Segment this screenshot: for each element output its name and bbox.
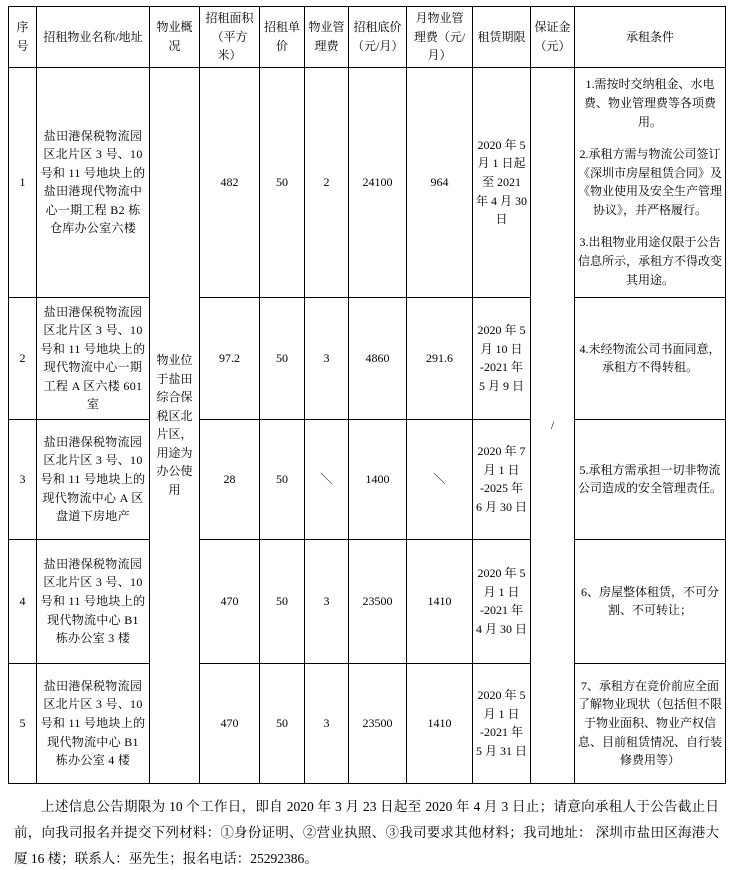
row-base-price: 4860 [349, 297, 407, 419]
table-row [9, 539, 726, 663]
announcement-footer [14, 794, 719, 870]
table-row [9, 419, 726, 539]
row-lease-term: 2020 年 5 月 1 日起至 2021 年 4 月 30 日 [473, 67, 531, 297]
header-conditions: 承租条件 [575, 7, 726, 68]
row-lease-term: 2020 年 5 月 1 日 -2021 年 4 月 30 日 [473, 539, 531, 663]
table-row [9, 663, 726, 783]
table-header-row [9, 7, 726, 68]
conditions-group-3: 5.承租方需承担一切非物流公司造成的安全管理责任。 [575, 419, 726, 539]
conditions-group-1 [575, 67, 726, 297]
header-unit-price: 招租单价 [260, 7, 305, 68]
row-monthly-mgmt-fee: 1410 [407, 539, 473, 663]
conditions-group-5: 7、承租方在竞价前应全面了解物业现状（包括但不限于物业面积、物业产权信息、目前租赁情况、自行装修费用等） [575, 663, 726, 783]
row-no: 1 [9, 67, 37, 297]
row-lease-term: 2020 年 7 月 1 日 -2025 年 6 月 30 日 [473, 419, 531, 539]
row-base-price: 23500 [349, 539, 407, 663]
condition-item: 1.需按时交纳租金、水电费、物业管理费等各项费用。 [583, 77, 716, 129]
row-monthly-mgmt-fee: ＼ [407, 419, 473, 539]
lease-listing-table [8, 6, 726, 784]
row-base-price: 24100 [349, 67, 407, 297]
row-mgmt-fee: 2 [305, 67, 349, 297]
row-address: 盐田港保税物流园区北片区 3 号、10 号和 11 号地块上的现代物流中心 A 区盘道下房地产 [37, 419, 150, 539]
footer-text: 上述信息公告期限为 10 个工作日，即自 2020 年 3 月 23 日起至 2020 年 4 月 3 日止；请意向承租人于公告截止日前，向我司报名并提交下列材料：①身份证明、②营业执照、③我司要求其他材料；我司地址： 深圳市盐田区海港大厦 16 楼；联系人：巫先生；报名电话：25292386。 [14, 798, 719, 867]
conditions-group-2: 4.未经物流公司书面同意，承租方不得转租。 [575, 297, 726, 419]
row-address: 盐田港保税物流园区北片区 3 号、10 号和 11 号地块上的现代物流中心一期工程 A 区六楼 601 室 [37, 297, 150, 419]
row-lease-term: 2020 年 5 月 1 日 -2021 年 5 月 31 日 [473, 663, 531, 783]
header-property-name: 招租物业名称/地址 [37, 7, 150, 68]
row-area: 482 [200, 67, 260, 297]
row-area: 470 [200, 663, 260, 783]
header-deposit: 保证金（元） [531, 7, 575, 68]
header-overview: 物业概况 [150, 7, 200, 68]
row-base-price: 1400 [349, 419, 407, 539]
row-mgmt-fee: 3 [305, 297, 349, 419]
header-no: 序号 [9, 7, 37, 68]
row-lease-term: 2020 年 5 月 10 日 -2021 年 5 月 9 日 [473, 297, 531, 419]
condition-item: 3.出租物业用途仅限于公告信息所示，承租方不得改变其用途。 [578, 235, 723, 287]
row-mgmt-fee: 3 [305, 539, 349, 663]
row-area: 97.2 [200, 297, 260, 419]
row-no: 5 [9, 663, 37, 783]
row-base-price: 23500 [349, 663, 407, 783]
row-monthly-mgmt-fee: 1410 [407, 663, 473, 783]
header-base-price: 招租底价（元/月） [349, 7, 407, 68]
row-overview: 物业位于盐田综合保税区北片区，用途为办公使用 [150, 67, 200, 783]
row-address: 盐田港保税物流园区北片区 3 号、10 号和 11 号地块上的盐田港现代物流中心一期工程 B2 栋仓库办公室六楼 [37, 67, 150, 297]
row-address: 盐田港保税物流园区北片区 3 号、10 号和 11 号地块上的现代物流中心 B1 栋办公室 4 楼 [37, 663, 150, 783]
header-area: 招租面积（平方米） [200, 7, 260, 68]
row-monthly-mgmt-fee: 291.6 [407, 297, 473, 419]
row-area: 470 [200, 539, 260, 663]
row-no: 2 [9, 297, 37, 419]
header-lease-term: 租赁期限 [473, 7, 531, 68]
table-row [9, 67, 726, 297]
row-mgmt-fee: 3 [305, 663, 349, 783]
row-monthly-mgmt-fee: 964 [407, 67, 473, 297]
row-unit-price: 50 [260, 539, 305, 663]
row-area: 28 [200, 419, 260, 539]
header-monthly-mgmt-fee: 月物业管理费（元/月） [407, 7, 473, 68]
row-unit-price: 50 [260, 419, 305, 539]
row-unit-price: 50 [260, 67, 305, 297]
row-unit-price: 50 [260, 663, 305, 783]
row-unit-price: 50 [260, 297, 305, 419]
row-no: 4 [9, 539, 37, 663]
row-address: 盐田港保税物流园区北片区 3 号、10 号和 11 号地块上的现代物流中心 B1 栋办公室 3 楼 [37, 539, 150, 663]
header-mgmt-fee: 物业管理费 [305, 7, 349, 68]
row-deposit: / [531, 67, 575, 783]
table-row [9, 297, 726, 419]
row-no: 3 [9, 419, 37, 539]
condition-item: 2.承租方需与物流公司签订《深圳市房屋租赁合同》及《物业使用及安全生产管理协议》，并严格履行。 [578, 147, 723, 217]
conditions-group-4: 6、房屋整体租赁，不可分割、不可转让； [575, 539, 726, 663]
row-mgmt-fee: ＼ [305, 419, 349, 539]
